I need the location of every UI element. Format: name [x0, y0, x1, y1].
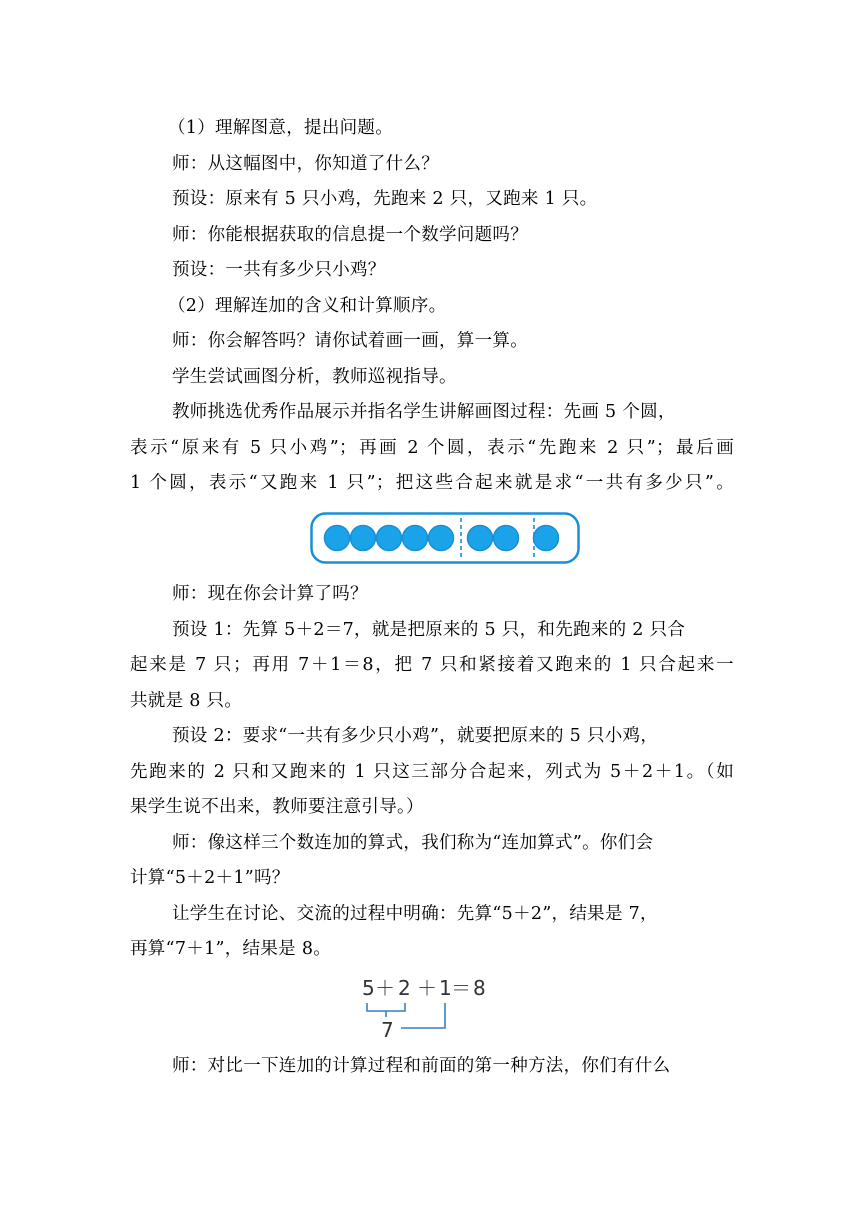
paragraph-line: 表示“原来有 5 只小鸡”；再画 2 个圆，表示“先跑来 2 只”；最后画 — [130, 438, 734, 458]
equation-operator: ＋ — [375, 976, 395, 1000]
teacher-line: 师：对比一下连加的计算过程和前面的第一种方法，你们有什么 — [172, 1056, 671, 1076]
equation-term: 5 — [362, 976, 375, 1000]
paragraph-line: 先跑来的 2 只和又跑来的 1 只这三部分合起来，列式为 5＋2＋1。（如 — [130, 762, 734, 782]
equation-terms — [362, 976, 486, 1000]
preset-line: 预设：原来有 5 只小鸡，先跑来 2 只，又跑来 1 只。 — [172, 189, 598, 209]
equation-term: 1 — [439, 976, 452, 1000]
paragraph-line: 让学生在讨论、交流的过程中明确：先算“5＋2”，结果是 7， — [172, 904, 658, 924]
chick-circle — [351, 526, 376, 551]
paragraph-line: 学生尝试画图分析，教师巡视指导。 — [172, 367, 457, 387]
paragraph-line: 再算“7＋1”，结果是 8。 — [130, 939, 332, 959]
teacher-line: 师：你能根据获取的信息提一个数学问题吗？ — [172, 225, 528, 245]
chick-circle — [403, 526, 428, 551]
section-heading-1: （1）理解图意，提出问题。 — [168, 118, 394, 138]
paragraph-line: 预设 1：先算 5＋2＝7，就是把原来的 5 只，和先跑来的 2 只合 — [172, 620, 686, 640]
teacher-line: 师：从这幅图中，你知道了什么？ — [172, 154, 439, 174]
teacher-line: 师：像这样三个数连加的算式，我们称为“连加算式”。你们会 — [172, 833, 654, 853]
equation-result: 8 — [473, 976, 486, 1000]
equation-operator: ＋ — [417, 976, 437, 1000]
chick-circle — [494, 526, 519, 551]
addition-equation-diagram — [355, 970, 495, 1042]
paragraph-line: 1 个圆，表示“又跑来 1 只”；把这些合起来就是求“一共有多少只”。 — [130, 473, 734, 493]
teacher-line: 师：你会解答吗？请你试着画一画，算一算。 — [172, 331, 528, 351]
equation-operator: ＝ — [451, 976, 471, 1000]
section-heading-2: （2）理解连加的含义和计算顺序。 — [168, 296, 447, 316]
chick-circle — [534, 526, 559, 551]
paragraph-line: 计算“5＋2＋1”吗？ — [130, 868, 290, 888]
chick-circle — [325, 526, 350, 551]
paragraph-line: 预设 2：要求“一共有多少只小鸡”，就要把原来的 5 只小鸡， — [172, 726, 659, 746]
circle-grouping-diagram — [310, 512, 580, 564]
equation-term: 2 — [398, 976, 411, 1000]
paragraph-line: 起来是 7 只；再用 7＋1＝8，把 7 只和紧接着又跑来的 1 只合起来一 — [130, 655, 734, 675]
chick-circle — [468, 526, 493, 551]
paragraph-line: 果学生说不出来，教师要注意引导。） — [130, 797, 424, 817]
chick-circle — [429, 526, 454, 551]
first-sum-bracket — [367, 1003, 405, 1011]
chick-circle — [377, 526, 402, 551]
paragraph-line: 教师挑选优秀作品展示并指名学生讲解画图过程：先画 5 个圆， — [172, 402, 676, 422]
paragraph-line: 共就是 8 只。 — [130, 691, 243, 711]
second-sum-bracket — [401, 1003, 445, 1028]
preset-line: 预设：一共有多少只小鸡？ — [172, 260, 386, 280]
teacher-line: 师：现在你会计算了吗？ — [172, 584, 368, 604]
intermediate-result: 7 — [381, 1018, 394, 1042]
